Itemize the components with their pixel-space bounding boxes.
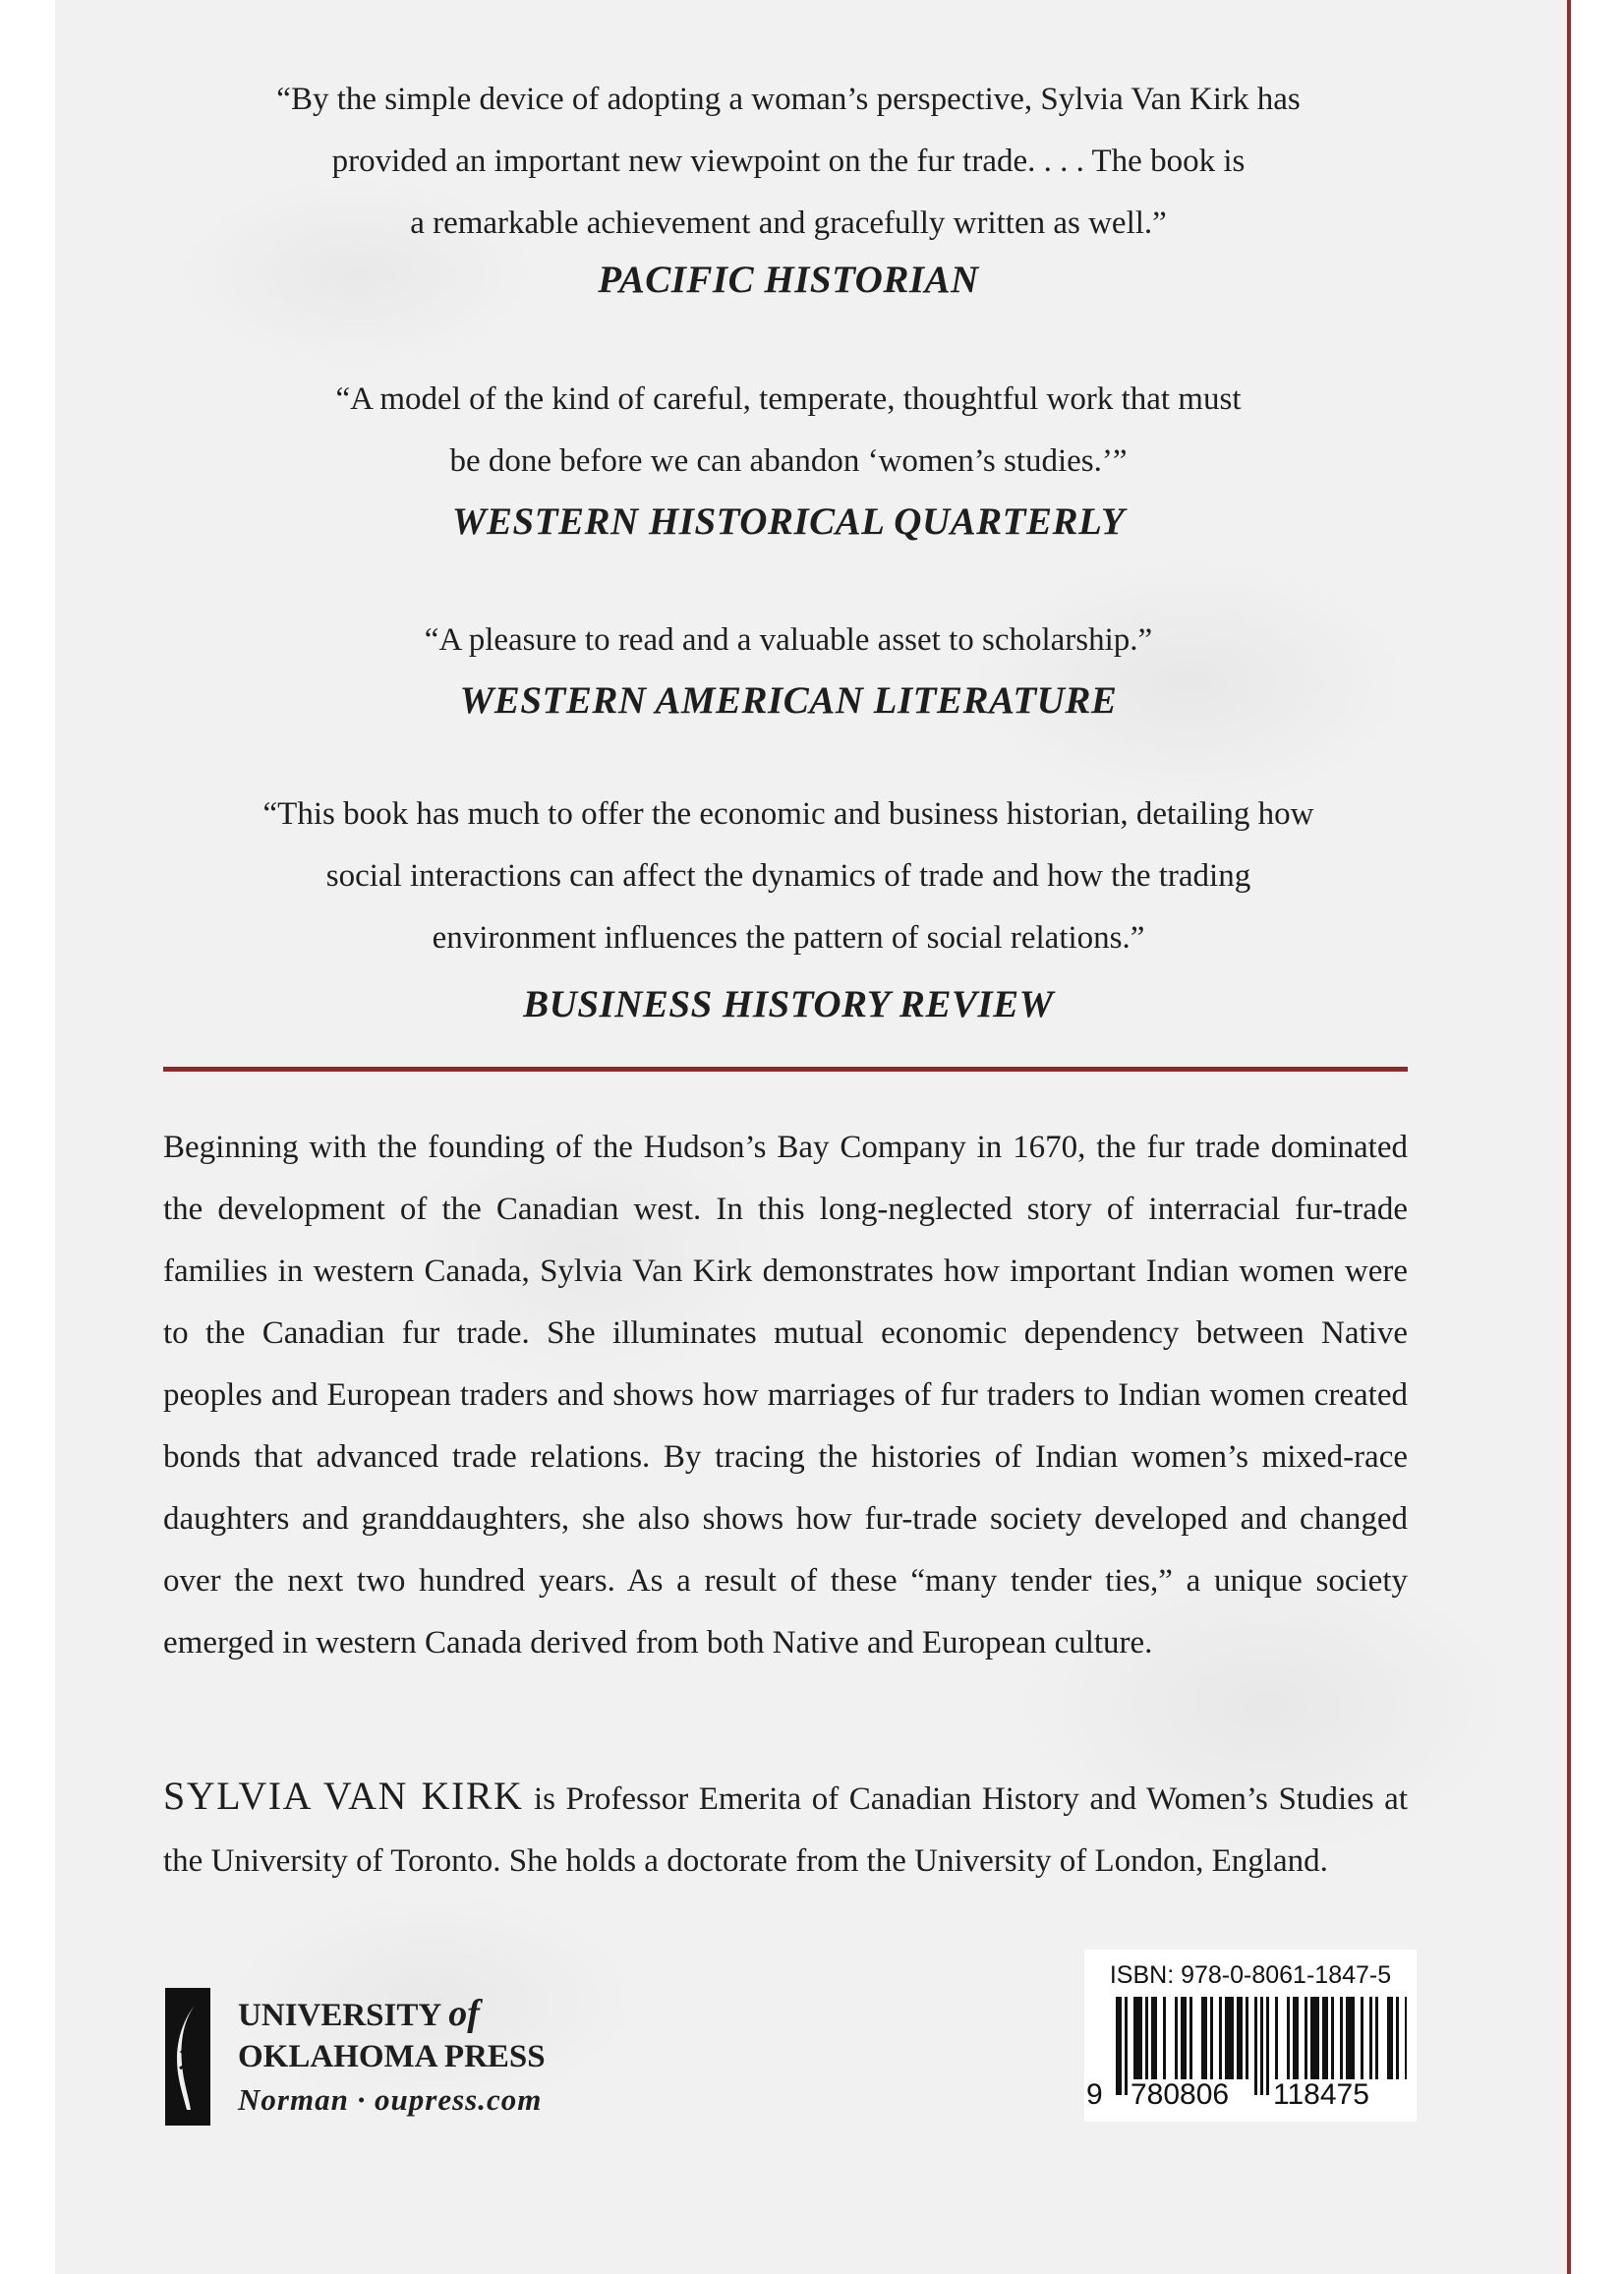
review-quote-line: be done before we can abandon ‘women’s studies.’” [449, 443, 1128, 479]
review-quote-4 [108, 784, 1469, 969]
review-quote-line: provided an important new viewpoint on the fur trade. . . . The book is [331, 144, 1246, 179]
review-source-1: PACIFIC HISTORIAN [598, 259, 979, 301]
barcode-bar [1189, 1997, 1192, 2079]
barcode-bar [1254, 1997, 1257, 2095]
review-quote-line: environment influences the pattern of social relations.” [432, 920, 1145, 956]
review-quote-line: “A model of the kind of careful, temperate, thoughtful work that must [335, 381, 1242, 417]
barcode-bar [1225, 1997, 1234, 2079]
publisher-university: UNIVERSITY [238, 1998, 449, 2033]
barcode-bar [1369, 1997, 1372, 2079]
publisher-name-line-2: OKLAHOMA PRESS [238, 2039, 546, 2074]
barcode-bar [1275, 1997, 1278, 2079]
barcode-bar [1181, 1997, 1187, 2079]
review-quote-line: a remarkable achievement and gracefully written as well.” [410, 205, 1167, 241]
author-bio-text: is Professor Emerita of Canadian History and Women’s Studies at the University of Toronto. She holds a doctorate from the University of London, England. [163, 1781, 1408, 1879]
barcode-left-digits: 780806 [1131, 2078, 1230, 2111]
barcode-bar [1175, 1997, 1178, 2079]
review-quote-line: “This book has much to offer the economic and business historian, detailing how [262, 796, 1314, 832]
review-source-4: BUSINESS HISTORY REVIEW [523, 983, 1054, 1025]
barcode-bar [1305, 1997, 1307, 2079]
barcode-bar [1396, 1997, 1399, 2079]
publisher-location: Norman · oupress.com [238, 2082, 543, 2117]
review-quote-3 [108, 610, 1469, 671]
barcode-right-digits: 118475 [1273, 2078, 1369, 2111]
review-source-2: WESTERN HISTORICAL QUARTERLY [451, 500, 1126, 543]
barcode-bar [1287, 1997, 1290, 2079]
review-quote-line: “By the simple device of adopting a woman’s perspective, Sylvia Van Kirk has [276, 82, 1301, 117]
barcode-bar [1246, 1997, 1248, 2079]
barcode-bar [1405, 1997, 1407, 2079]
author-name: SYLVIA VAN KIRK [163, 1774, 524, 1818]
barcode-bar [1340, 1997, 1343, 2079]
barcode-bar [1346, 1997, 1355, 2079]
barcode-bar [1210, 1997, 1213, 2079]
barcode-lead-digit: 9 [1086, 2078, 1103, 2111]
section-divider [163, 1067, 1408, 1072]
review-quote-line: social interactions can affect the dynamics of trade and how the trading [325, 858, 1251, 894]
barcode-bar [1266, 1997, 1269, 2095]
review-quote-line: “A pleasure to read and a valuable asset to scholarship.” [424, 622, 1153, 658]
barcode-bar [1387, 1997, 1393, 2079]
quill-icon [165, 1988, 210, 2126]
barcode-bar [1310, 1997, 1319, 2079]
barcode-bar [1125, 1997, 1128, 2095]
publisher-of: of [448, 1993, 480, 2034]
barcode-bar [1322, 1997, 1328, 2079]
barcode-bar [1361, 1997, 1363, 2079]
barcode-bar [1375, 1997, 1378, 2079]
author-bio [163, 1765, 1408, 1893]
barcode-bar [1116, 1997, 1122, 2095]
barcode-bar [1237, 1997, 1243, 2079]
barcode-bar [1293, 1997, 1299, 2079]
review-source-3: WESTERN AMERICAN LITERATURE [459, 679, 1118, 722]
publisher-logo [165, 1988, 627, 2126]
barcode-bar [1145, 1997, 1148, 2079]
barcode-bar [1133, 1997, 1142, 2079]
barcode-bar [1219, 1997, 1222, 2079]
review-quote-2 [108, 369, 1469, 493]
barcode-bar [1151, 1997, 1157, 2079]
book-description: Beginning with the founding of the Hudson’s Bay Company in 1670, the fur trade dominated the development of the Canadian west. In this long-neglected story of interracial fur-trade families in western Canada, Sylvia Van Kirk demonstrates how important Indian women were to the Canadian fur trade. She illuminates mutual economic dependency between Native peoples and European traders and shows how marriages of fur traders to Indian women created bonds that advanced trade relations. By tracing the histories of Indian women’s mixed-race daughters and granddaughters, she also shows how fur-trade society developed and changed over the next two hundred years. As a result of these “many tender ties,” a unique society emerged in western Canada derived from both Native and European culture. [163, 1130, 1408, 1661]
barcode-bar [1331, 1997, 1334, 2079]
spine-edge-line [1567, 0, 1571, 2274]
isbn-barcode [1084, 1950, 1417, 2122]
barcode-bar [1163, 1997, 1166, 2079]
publisher-name-line-1 [238, 1993, 480, 2034]
isbn-label: ISBN: 978-0-8061-1847-5 [1109, 1961, 1392, 1989]
barcode-bar [1260, 1997, 1263, 2095]
barcode-bar [1201, 1997, 1207, 2079]
review-quote-1 [108, 69, 1469, 255]
